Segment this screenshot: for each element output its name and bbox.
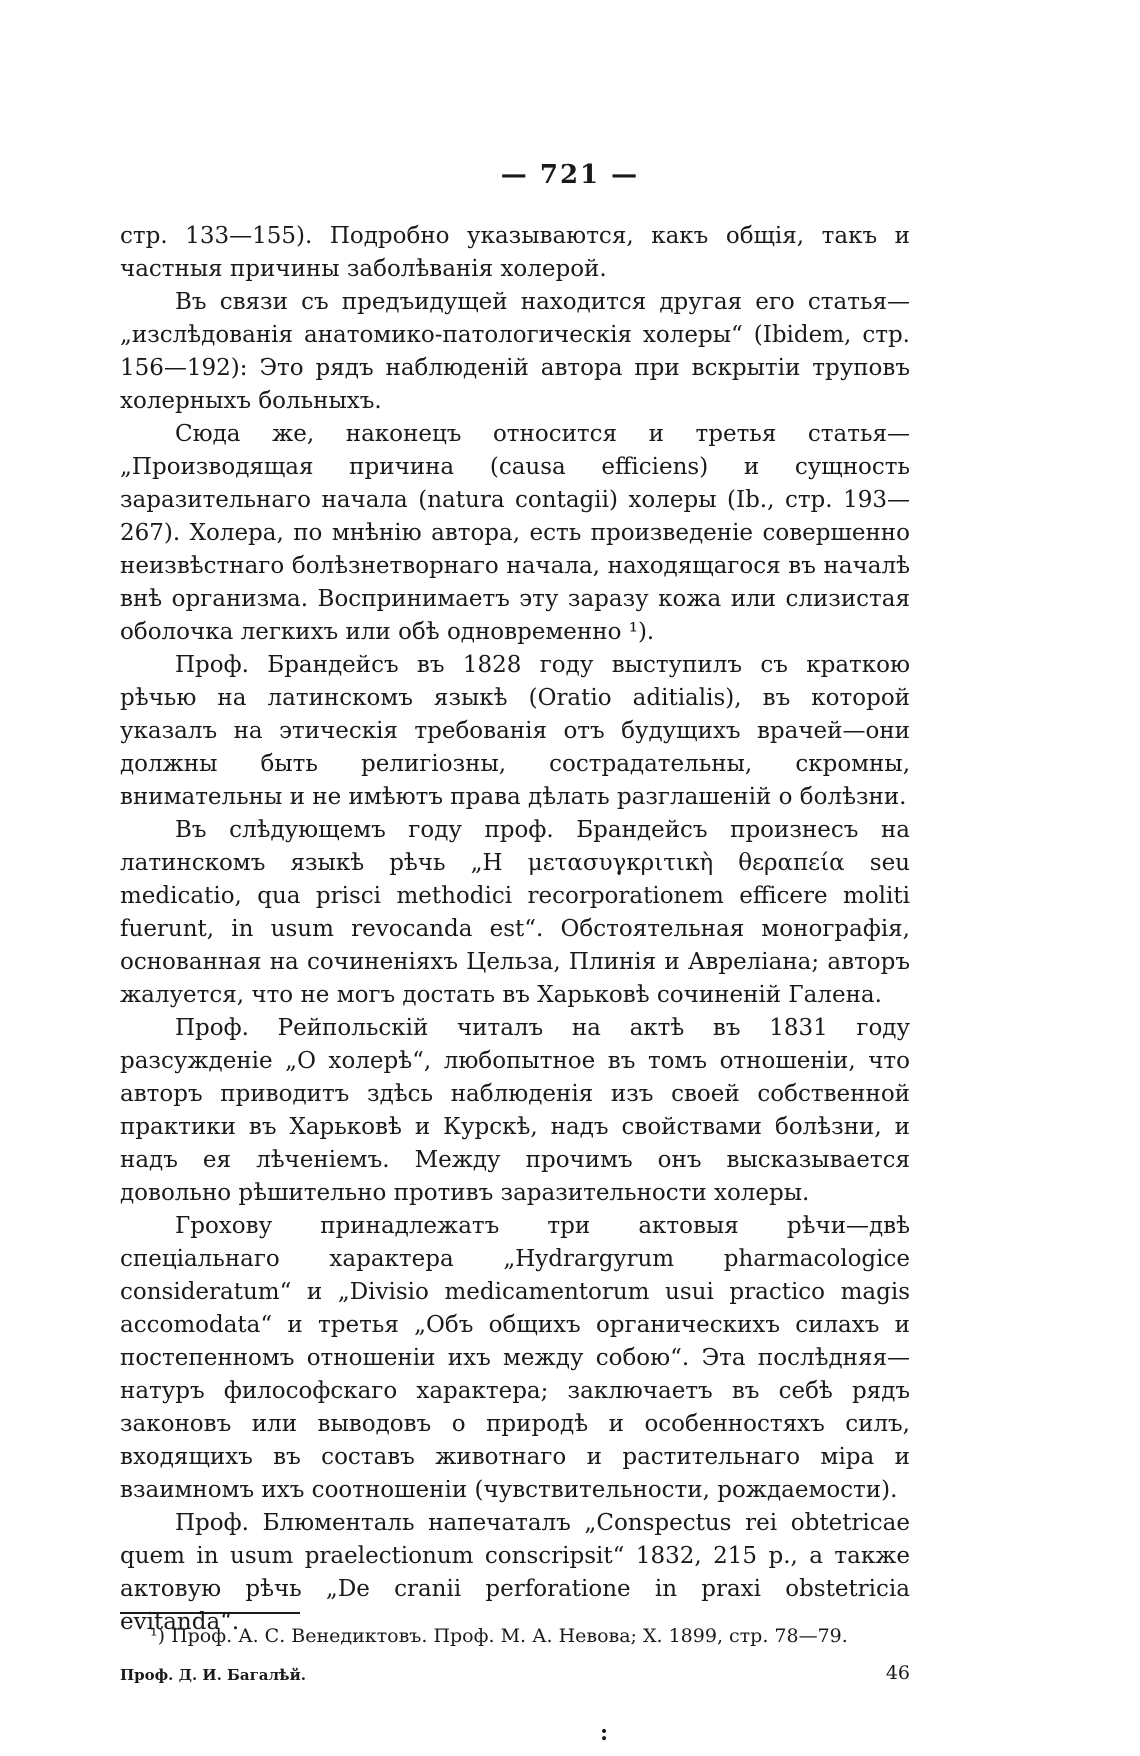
signature-number: 46 xyxy=(885,1662,910,1684)
paragraph-3: Сюда же, наконецъ относится и третья статья—„Производящая причина (causa efficiens) и сущность заразительнаго начала (natura contagii) холеры (Ib., стр. 193—267). Холера, по мнѣнію автора, есть произведеніе совершенно неизвѣстнаго болѣзнетворнаго начала, находящагося въ началѣ внѣ организма. Воспринимаетъ эту заразу кожа или слизистая оболочка легкихъ или обѣ одновременно ¹). xyxy=(120,421,910,645)
paragraph-8: Проф. Блюменталь напечаталъ „Conspectus rei obtetricae quem in usum praelectionum conscripsit“ 1832, 215 p., а также актовую рѣчь „De cranii perforatione in praxi obstetricia evitanda“. xyxy=(120,1510,910,1635)
paragraph-5: Въ слѣдующемъ году проф. Брандейсъ произнесъ на латинскомъ языкѣ рѣчь „Η μετασυγκριτικὴ θεραπεία seu medicatio, qua prisci methodici recorporationem efficere moliti fuerunt, in usum revocanda est“. Обстоятельная монографія, основанная на сочиненіяхъ Цельза, Плинія и Авреліана; авторъ жалуется, что не могъ достать въ Харьковѣ сочиненій Галена. xyxy=(120,817,910,1008)
footnote: ¹) Проф. А. С. Венедиктовъ. Проф. М. А. Невова; Х. 1899, стр. 78—79. xyxy=(150,1625,848,1647)
body-text xyxy=(120,220,910,1639)
signature-line xyxy=(120,1662,910,1696)
paragraph-4: Проф. Брандейсъ въ 1828 году выступилъ съ краткою рѣчью на латинскомъ языкѣ (Oratio aditialis), въ которой указалъ на этическія требованія отъ будущихъ врачей—они должны быть религіозны, сострадательны, скромны, внимательны и не имѣютъ права дѣлать разглашеній о болѣзни. xyxy=(120,652,910,810)
page-number: — 721 — xyxy=(500,160,640,190)
signature-author: Проф. Д. И. Багалѣй. xyxy=(120,1666,306,1684)
paragraph-1: стр. 133—155). Подробно указываются, какъ общія, такъ и частныя причины заболѣванія холерой. xyxy=(120,223,910,282)
footnote-separator xyxy=(120,1612,300,1614)
stray-mark: : xyxy=(600,1720,609,1746)
paragraph-2: Въ связи съ предъидущей находится другая его статья—„изслѣдованія анатомико-патологическія холеры“ (Ibidem, стр. 156—192): Это рядъ наблюденій автора при вскрытіи труповъ холерныхъ больныхъ. xyxy=(120,289,910,414)
paragraph-6: Проф. Рейпольскій читалъ на актѣ въ 1831 году разсужденіе „О холерѣ“, любопытное въ томъ отношеніи, что авторъ приводитъ здѣсь наблюденія изъ своей собственной практики въ Харьковѣ и Курскѣ, надъ свойствами болѣзни, и надъ ея лѣченіемъ. Между прочимъ онъ высказывается довольно рѣшительно противъ заразительности холеры. xyxy=(120,1015,910,1206)
paragraph-7: Грохову принадлежатъ три актовыя рѣчи—двѣ спеціальнаго характера „Hydrargyrum pharmacologice consideratum“ и „Divisio medicamentorum usui practico magis accomodata“ и третья „Объ общихъ органическихъ силахъ и постепенномъ отношеніи ихъ между собою“. Эта послѣдняя—натуръ философскаго характера; заключаетъ въ себѣ рядъ законовъ или выводовъ о природѣ и особенностяхъ силъ, входящихъ въ составъ животнаго и растительнаго міра и взаимномъ ихъ соотношеніи (чувствительности, рождаемости). xyxy=(120,1213,910,1503)
